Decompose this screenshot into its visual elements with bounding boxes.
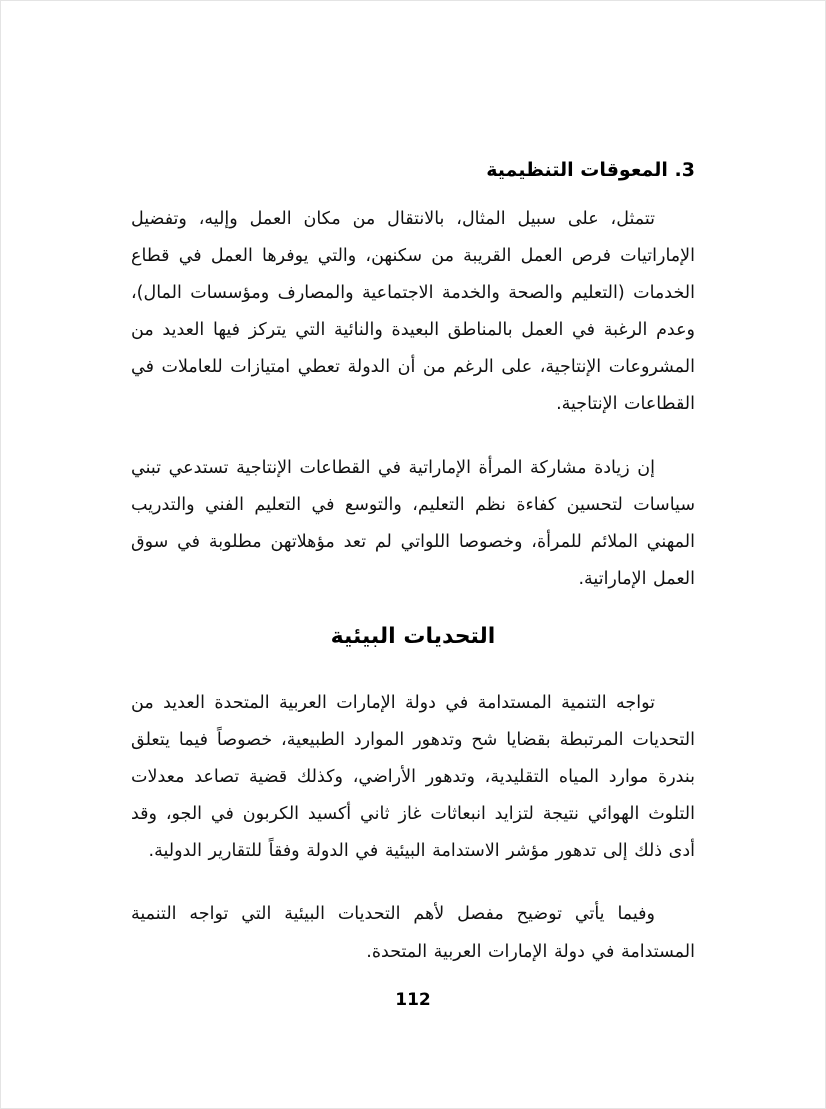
paragraph-organizational-2: إن زيادة مشاركة المرأة الإماراتية في القطاعات الإنتاجية تستدعي تبني سياسات لتحسين كفاءة نظم التعليم، والتوسع في التعليم الفني والتدريب المهني الملائم للمرأة، وخصوصا اللواتي لم تعد مؤهلاتهن مطلوبة في سوق العمل الإماراتية. xyxy=(131,457,695,589)
paragraph-organizational-1: تتمثل، على سبيل المثال، بالانتقال من مكان العمل وإليه، وتفضيل الإماراتيات فرص العمل القريبة من سكنهن، والتي يوفرها العمل في قطاع الخدمات (التعليم والصحة والخدمة الاجتماعية والمصارف ومؤسسات المال)، وعدم الرغبة في العمل بالمناطق البعيدة والنائية التي يتركز فيها العديد من المشروعات الإنتاجية، على الرغم من أن الدولة تعطي امتيازات للعاملات في القطاعات الإنتاجية. xyxy=(131,209,695,415)
section-heading-organizational-obstacles: 3. المعوقات التنظيمية xyxy=(486,159,695,181)
paragraph-environmental-2: وفيما يأتي توضيح مفصل لأهم التحديات البيئية التي تواجه التنمية المستدامة في دولة الإمارات العربية المتحدة. xyxy=(131,904,695,962)
page-number: 112 xyxy=(395,990,431,1010)
section-heading-environmental-challenges: التحديات البيئية xyxy=(330,623,496,649)
paragraph-environmental-1: تواجه التنمية المستدامة في دولة الإمارات العربية المتحدة العديد من التحديات المرتبطة بقضايا شح وتدهور الموارد الطبيعية، خصوصاً فيما يتعلق بندرة موارد المياه التقليدية، وتدهور الأراضي، وكذلك قضية تصاعد معدلات التلوث الهوائي نتيجة لتزايد انبعاثات غاز ثاني أكسيد الكربون في الجو، وقد أدى ذلك إلى تدهور مؤشر الاستدامة البيئية في الدولة وفقاً للتقارير الدولية. xyxy=(131,692,695,862)
